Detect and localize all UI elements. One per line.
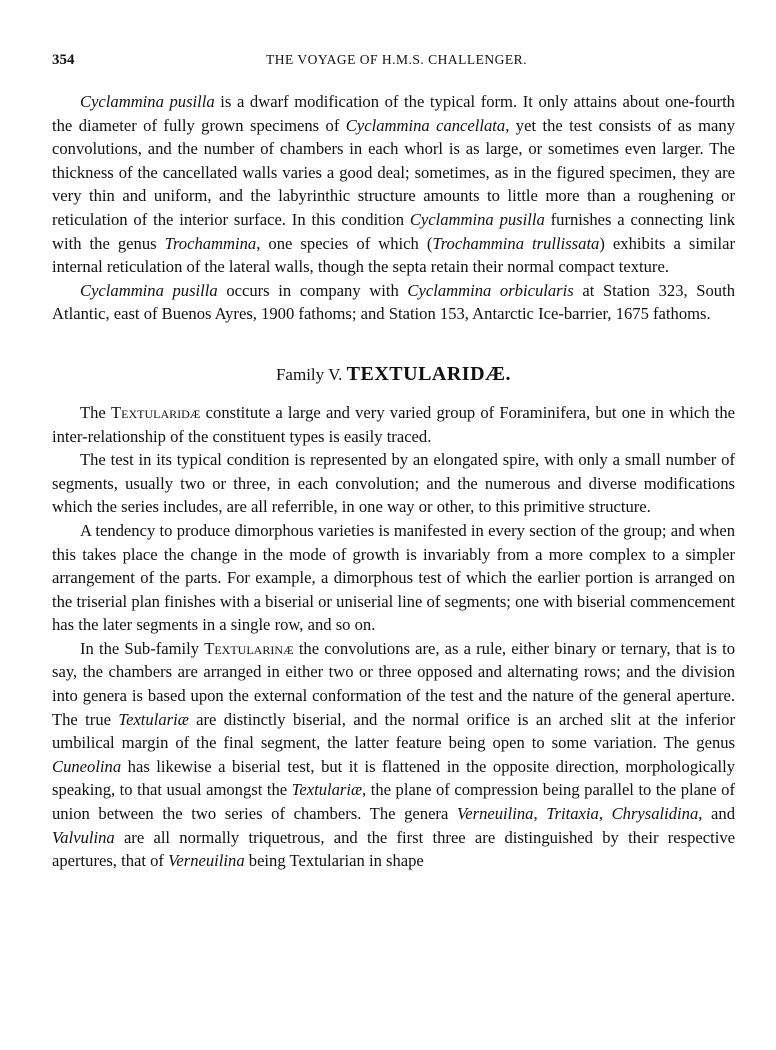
paragraph-cyclammina-pusilla-description	[52, 90, 735, 279]
taxon-name: Trochammina	[164, 233, 257, 253]
text: being Textularian in shape	[244, 851, 424, 871]
taxon-name: Cyclammina pusilla	[409, 209, 545, 229]
family-name-smallcaps: Textularidæ	[111, 402, 201, 422]
taxon-name: Chrysalidina	[611, 804, 699, 824]
text: furnishes a connecting link with the genus	[52, 209, 735, 253]
paragraph-dimorphous-varieties: A tendency to produce dimorphous varieties is manifested in every section of the group; and when this takes place the change in the mode of growth is invariably from a more complex to a simpler arrangement of the parts. For example, a dimorphous test of which the earlier portion is arranged on the triserial plan finishes with a biserial or uniserial line of segments; one with biserial commencement has the later segments in a single row, and so on.	[52, 520, 735, 635]
page-body	[52, 90, 735, 873]
taxon-name: Trochammina trullissata	[432, 233, 600, 253]
text: ,	[598, 804, 612, 824]
text: are all normally triquetrous, and the first three are distinguished by their respective apertures, that of	[52, 827, 735, 871]
text: has likewise a biserial test, but it is flattened in the opposite direction, morphologically speaking, to that usual amongst the	[52, 756, 735, 800]
paragraph-cyclammina-pusilla-locality	[52, 279, 735, 326]
text: ) exhibits a similar internal reticulation of the lateral walls, though the septa retain their normal compact texture.	[52, 233, 736, 277]
text: at Station 323, South Atlantic, east of Buenos Ayres, 1900 fathoms; and Station 153, Antarctic Ice-barrier, 1675 fathoms.	[52, 280, 736, 324]
paragraph-textularidae-intro	[52, 401, 735, 448]
heading-prefix: Family V.	[275, 364, 347, 384]
text: are distinctly biserial, and the normal orifice is an arched slit at the inferior umbilical margin of the final segment, the latter feature being open to some variation. The genus	[52, 709, 735, 753]
text: The	[80, 402, 111, 422]
text: , yet the test consists of as many convolutions, and the number of chambers in each whorl is as large, or sometimes even larger. The thickness of the cancellated walls varies a good deal; sometimes, as in the figured specimen, they are very thin and uniform, and the labyrinthic structure amounts to little more than a roughening or reticulation of the interior surface. In this condition	[52, 115, 735, 229]
taxon-name: Cyclammina pusilla	[80, 280, 218, 300]
taxon-name: Textulariæ	[118, 709, 189, 729]
taxon-name: Cyclammina cancellata	[345, 115, 506, 135]
taxon-name: Verneuilina	[456, 804, 534, 824]
running-title: THE VOYAGE OF H.M.S. CHALLENGER.	[265, 52, 527, 67]
paragraph-textularinae	[52, 637, 735, 873]
taxon-name: Cuneolina	[52, 756, 122, 776]
taxon-name: Textulariæ	[291, 780, 363, 800]
text: , the plane of compression being parallel to the plane of union between the two series of chambers. The genera	[52, 780, 735, 824]
text: , and	[698, 804, 736, 824]
heading-family-name: TEXTULARIDÆ.	[346, 362, 512, 385]
page-header	[52, 52, 735, 72]
text: constitute a large and very varied group of Foraminifera, but one in which the inter-relationship of the constituent types is easily traced.	[52, 402, 735, 446]
paragraph-typical-condition: The test in its typical condition is represented by an elongated spire, with only a small number of segments, usually two or three, in each convolution; and the numerous and diverse modifications which the series includes, are all referrible, in one way or other, to this primitive structure.	[52, 450, 735, 517]
text: , one species of which (	[256, 233, 433, 253]
text: ,	[533, 804, 547, 824]
taxon-name: Verneuilina	[168, 851, 245, 871]
section-heading	[52, 362, 735, 387]
text: the convolutions are, as a rule, either binary or ternary, that is to say, the chambers are arranged in either two or three opposed and alternating rows; and the division into genera is based upon the external conformation of the test and the nature of the general aperture. The true	[52, 638, 735, 729]
taxon-name: Valvulina	[52, 827, 115, 847]
subfamily-name-smallcaps: Textularinæ	[204, 638, 294, 658]
text: is a dwarf modification of the typical form. It only attains about one-fourth the diameter of fully grown specimens of	[52, 92, 735, 135]
taxon-name: Cyclammina pusilla	[80, 92, 215, 111]
text: occurs in company with	[217, 280, 408, 300]
text: In the Sub-family	[80, 638, 205, 658]
page-number: 354	[52, 52, 75, 68]
taxon-name: Tritaxia	[546, 804, 599, 824]
taxon-name: Cyclammina orbicularis	[407, 280, 574, 300]
